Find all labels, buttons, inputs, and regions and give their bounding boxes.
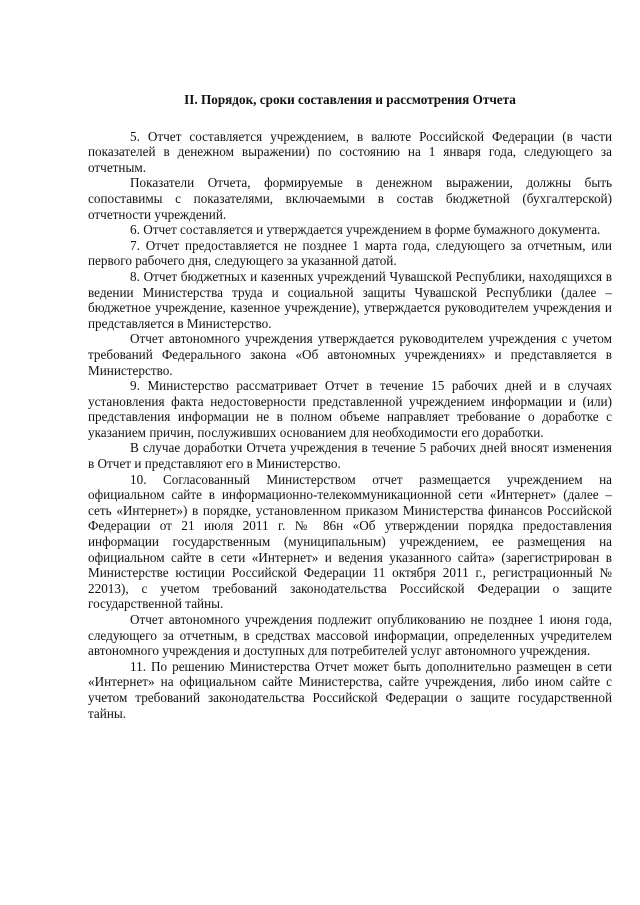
paragraph-8-autonomous: Отчет автономного учреждения утверждается руководителем учреждения с учетом требований Федерального закона «Об автономных учреждениях» и представляется в Министерство. — [88, 331, 612, 378]
paragraph-9: 9. Министерство рассматривает Отчет в течение 15 рабочих дней и в случаях установления факта недостоверности представленной учреждением информации и (или) представления информации не в полном объеме направляет требование о доработке с указанием причин, послуживших основанием для необходимости его доработки. — [88, 378, 612, 440]
paragraph-8: 8. Отчет бюджетных и казенных учреждений Чувашской Республики, находящихся в ведении Министерства труда и социальной защиты Чувашской Республики (далее – бюджетное учреждение, казенное учреждение), утверждается руководителем учреждения и представляется в Министерство. — [88, 268, 612, 331]
paragraph-5: 5. Отчет составляется учреждением, в валюте Российской Федерации (в части показателей в денежном выражении) по состоянию на 1 января года, следующего за отчетным. — [88, 128, 612, 175]
section-title: II. Порядок, сроки составления и рассмотрения Отчета — [184, 92, 516, 107]
paragraph-9-revision: В случае доработки Отчета учреждения в течение 5 рабочих дней вносят изменения в Отчет и представляют его в Министерство. — [88, 440, 612, 472]
paragraph-10-autonomous: Отчет автономного учреждения подлежит опубликованию не позднее 1 июня года, следующего за отчетным, в средствах массовой информации, определенных учредителем автономного учреждения и доступных для потребителей услуг автономного учреждения. — [88, 612, 612, 659]
paragraph-11: 11. По решению Министерства Отчет может быть дополнительно размещен в сети «Интернет» на официальном сайте Министерства, сайте учреждения, либо ином сайте с учетом требований законодательства Российской Федерации о защите государственной тайны. — [88, 658, 612, 721]
document-page — [88, 92, 612, 721]
paragraph-10: 10. Согласованный Министерством отчет размещается учреждением на официальном сайте в информационно-телекоммуникационной сети «Интернет» (далее – сеть «Интернет») в порядке, установленном приказом Министерства финансов Российской Федерации от 21 июля 2011 г. № 86н «Об утверждении порядка предоставления информации государственным (муниципальным) учреждением, ее размещения на официальном сайте в сети «Интернет» и ведения указанного сайта» (зарегистрирован в Министерстве юстиции Российской Федерации 11 октября 2011 г., регистрационный № 22013), с учетом требований законодательства Российской Федерации о защите государственной тайны. — [88, 471, 612, 612]
paragraph-5-indicators: Показатели Отчета, формируемые в денежном выражении, должны быть сопоставимы с показателями, включаемыми в состав бюджетной (бухгалтерской) отчетности учреждений. — [88, 175, 612, 222]
paragraph-6: 6. Отчет составляется и утверждается учреждением в форме бумажного документа. — [130, 222, 601, 238]
paragraph-7: 7. Отчет предоставляется не позднее 1 марта года, следующего за отчетным, или первого рабочего дня, следующего за указанной датой. — [88, 237, 612, 269]
